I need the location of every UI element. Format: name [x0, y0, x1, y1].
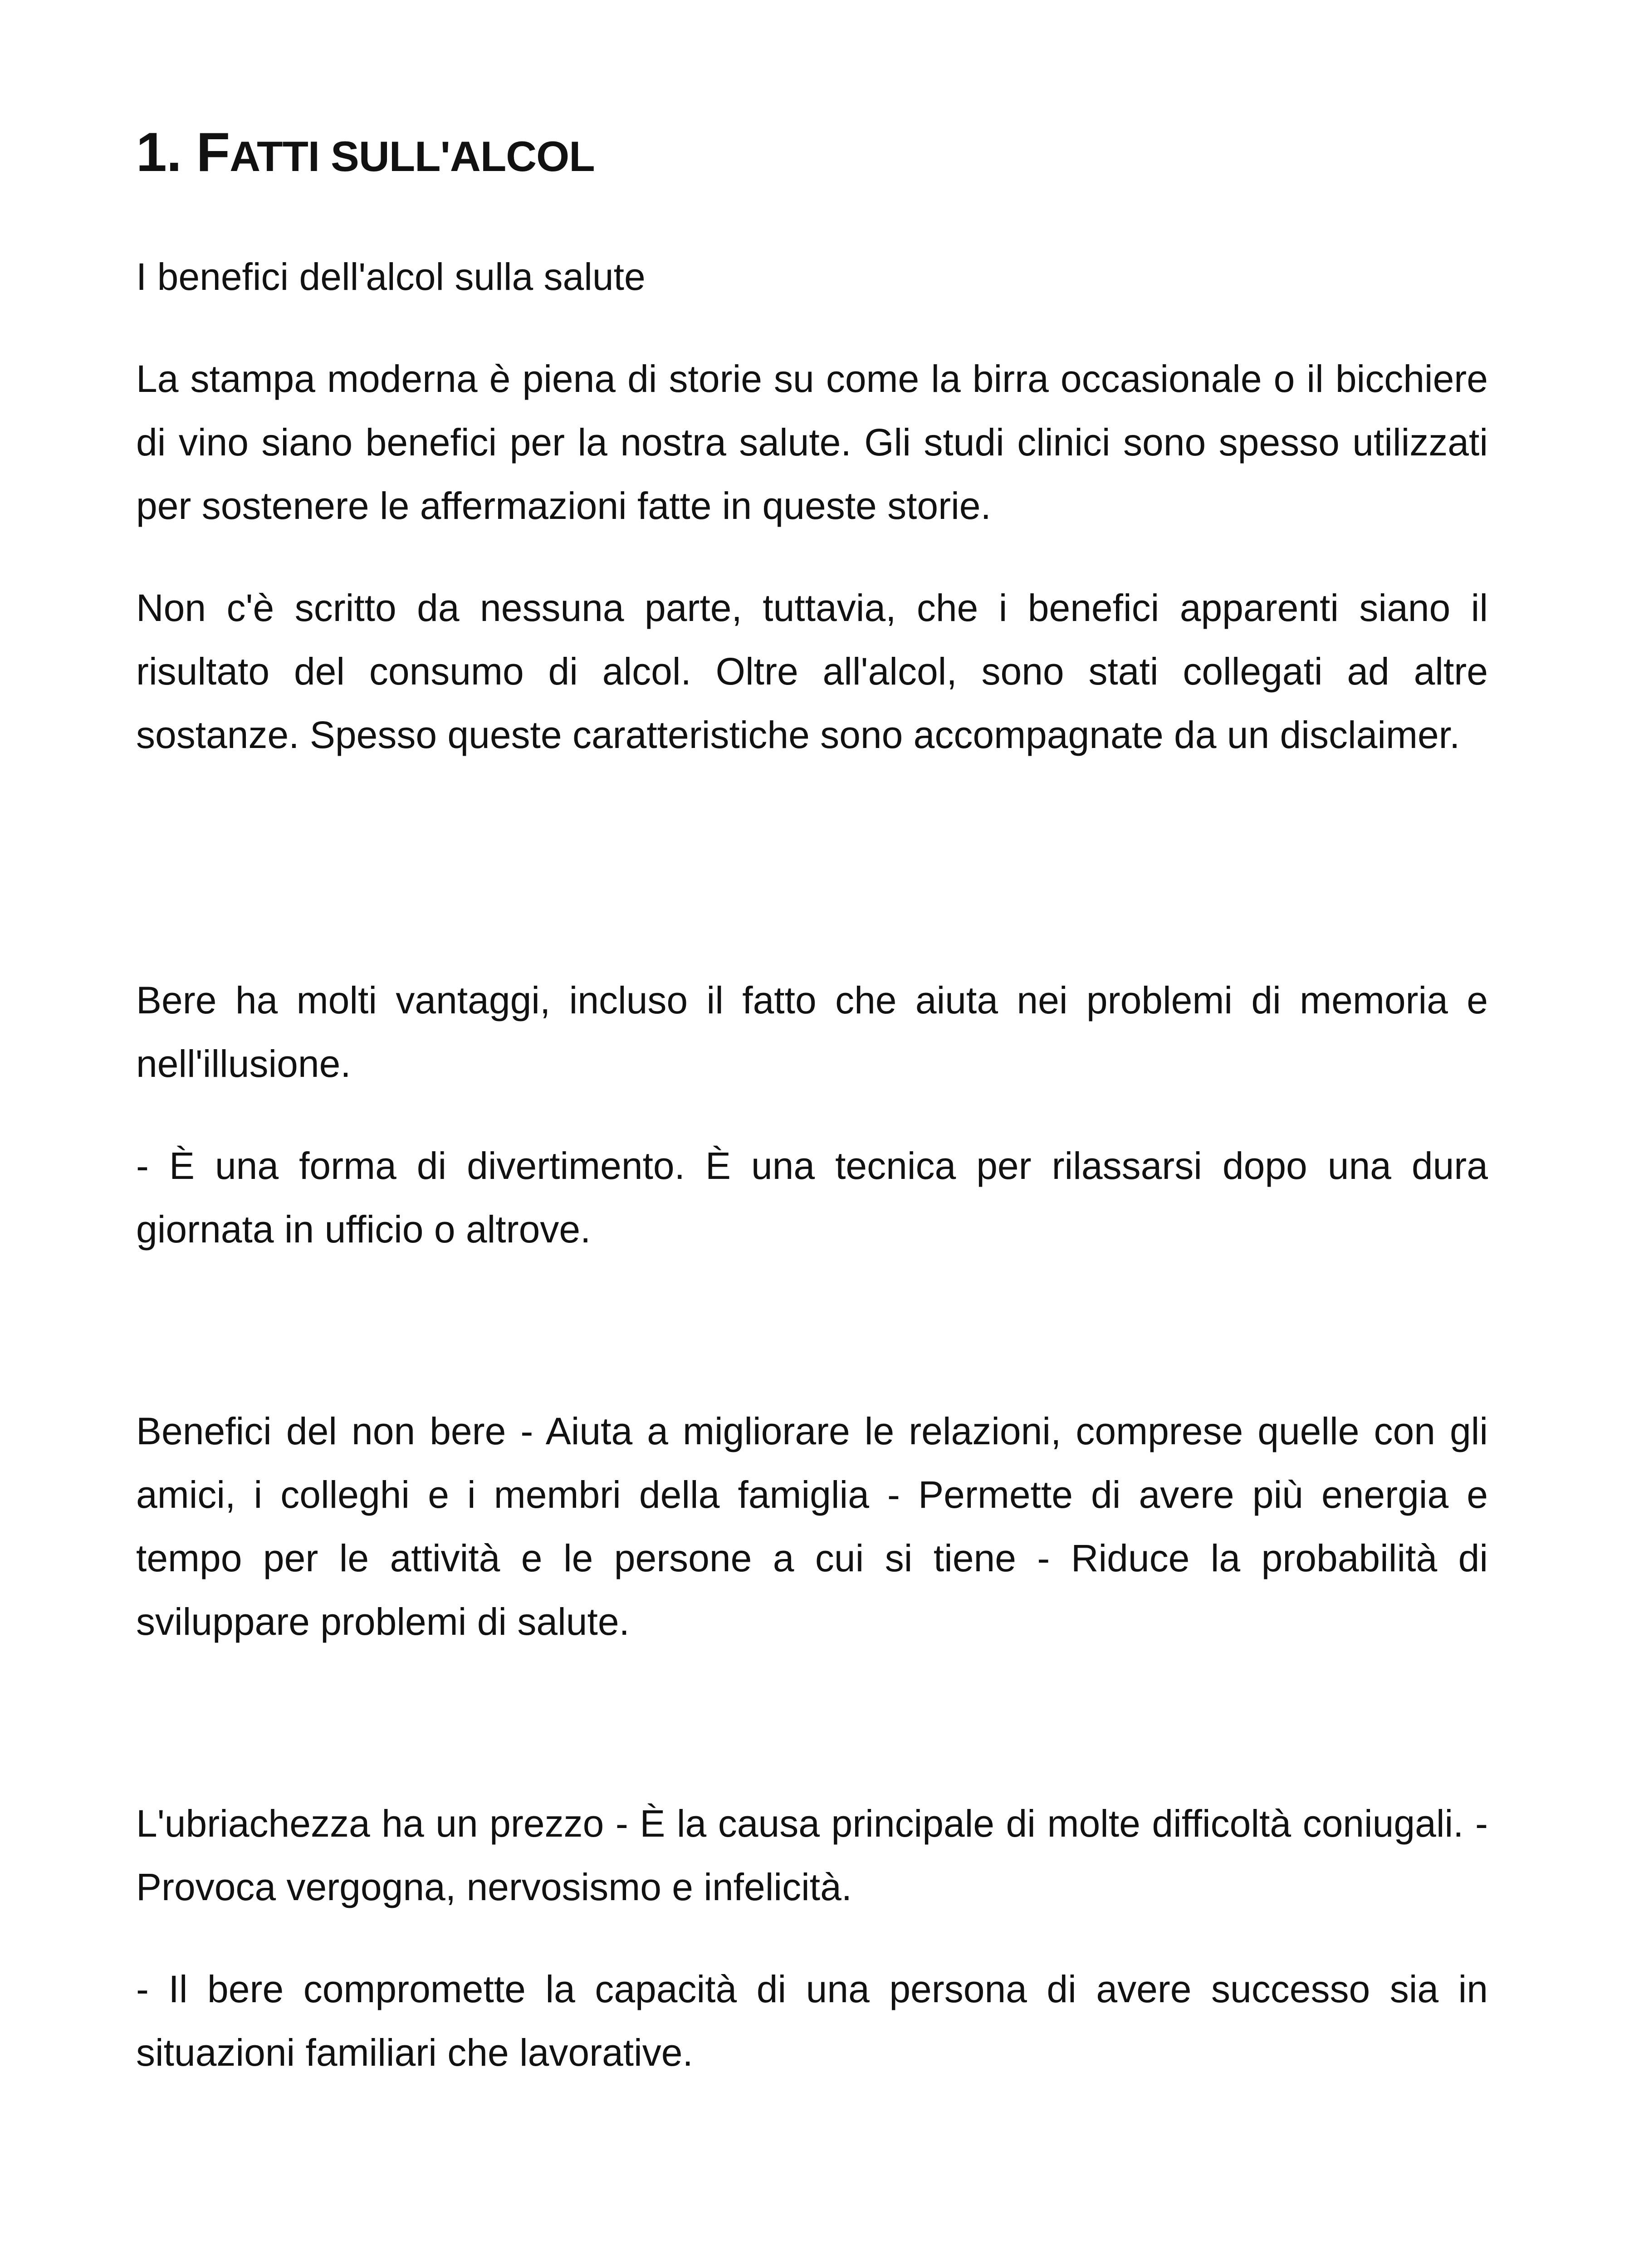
paragraph: Benefici del non bere - Aiuta a migliorare le relazioni, comprese quelle con gli amici, i colleghi e i membri della famiglia - Permette di avere più energia e tempo per le attività e le persone a cui si tiene - Riduce la probabilità di sviluppare problemi di salute. [136, 1410, 1488, 1643]
chapter-title-initial: F [196, 121, 230, 183]
paragraph: Bere ha molti vantaggi, incluso il fatto che aiuta nei problemi di memoria e nell'illusione. [136, 979, 1488, 1085]
chapter-title [136, 116, 595, 193]
chapter-number: 1. [136, 121, 196, 183]
paragraph: L'ubriachezza ha un prezzo - È la causa principale di molte difficoltà coniugali. - Provoca vergogna, nervosismo e infelicità. [136, 1802, 1488, 1908]
chapter-title-rest: ATTI SULL'ALCOL [230, 132, 595, 180]
paragraph: La stampa moderna è piena di storie su come la birra occasionale o il bicchiere di vino siano benefici per la nostra salute. Gli studi clinici sono spesso utilizzati per sostenere le affermazioni fatte in queste storie. [136, 357, 1488, 527]
paragraph: Non c'è scritto da nessuna parte, tuttavia, che i benefici apparenti siano il risultato del consumo di alcol. Oltre all'alcol, sono stati collegati ad altre sostanze. Spesso queste caratteristiche sono accompagnate da un disclaimer. [136, 587, 1488, 756]
paragraph: - Il bere compromette la capacità di una persona di avere successo sia in situazioni familiari che lavorative. [136, 1968, 1488, 2074]
paragraph: - È una forma di divertimento. È una tecnica per rilassarsi dopo una dura giornata in ufficio o altrove. [136, 1144, 1488, 1251]
section-subtitle: I benefici dell'alcol sulla salute [136, 255, 646, 298]
